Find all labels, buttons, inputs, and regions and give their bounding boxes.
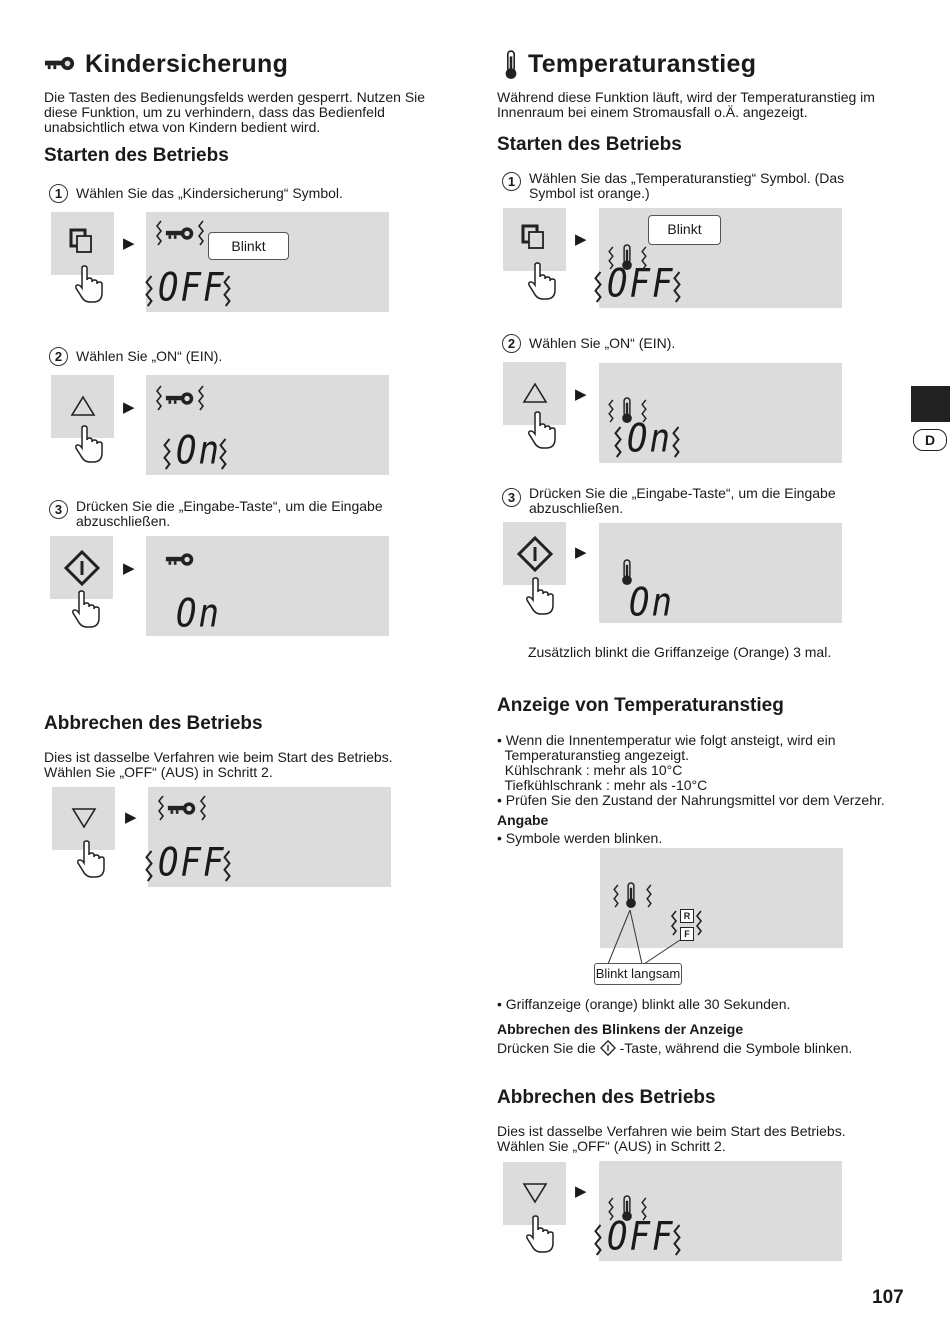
display-panel: [599, 363, 842, 463]
down-triangle-icon: [71, 807, 97, 829]
blink-left-icon: [162, 437, 172, 471]
segment-readout: OFF: [607, 1214, 675, 1260]
stop-blink-before: Drücken Sie die: [497, 1040, 596, 1056]
arrow-icon: ▶: [123, 560, 135, 577]
blink-right-icon: [671, 425, 681, 459]
step-number: 2: [502, 334, 521, 353]
blink-left-icon: [593, 1223, 603, 1257]
arrow-icon: ▶: [575, 544, 587, 561]
step-text: Wählen Sie das „Temperaturanstieg“ Symbol. (Das Symbol ist orange.): [529, 170, 845, 201]
pointing-hand-icon: [524, 1215, 554, 1253]
enter-icon: [64, 550, 100, 586]
enter-icon: [600, 1040, 616, 1056]
blink-right-icon: [197, 385, 205, 411]
display-heading: Anzeige von Temperaturanstieg: [497, 695, 784, 716]
right-cancel-heading: Abbrechen des Betriebs: [497, 1087, 716, 1108]
blink-right-icon: [222, 849, 232, 883]
pointing-hand-icon: [73, 265, 103, 303]
extra-note: Zusätzlich blinkt die Griffanzeige (Orange) 3 mal.: [528, 644, 832, 660]
left-start-heading: Starten des Betriebs: [44, 145, 229, 166]
step-number: 3: [502, 488, 521, 507]
arrow-icon: ▶: [575, 231, 587, 248]
display-panel: [148, 787, 391, 887]
key-icon: [165, 552, 195, 567]
right-start-heading: Starten des Betriebs: [497, 134, 682, 155]
right-cancel-text: Dies ist dasselbe Verfahren wie beim Start des Betriebs. Wählen Sie „OFF“ (AUS) in Schritt 2.: [497, 1123, 846, 1154]
blink-callout: Blinkt: [648, 215, 721, 245]
thermometer-icon: [504, 50, 518, 80]
step-number: 3: [49, 500, 68, 519]
pointing-hand-icon: [526, 262, 556, 300]
copy-icon: [521, 224, 547, 250]
blink-right-icon: [218, 437, 228, 471]
blink-left-icon: [155, 220, 163, 246]
blink-left-icon: [155, 385, 163, 411]
arrow-icon: ▶: [123, 235, 135, 252]
fridge-indicator: R: [680, 909, 694, 923]
display-panel: [146, 536, 389, 636]
arrow-icon: ▶: [575, 1183, 587, 1200]
left-cancel-text: Dies ist dasselbe Verfahren wie beim Start des Betriebs. Wählen Sie „OFF“ (AUS) in Schritt 2.: [44, 749, 393, 780]
arrow-icon: ▶: [125, 809, 137, 826]
right-title: Temperaturanstieg: [528, 50, 757, 78]
enter-icon: [517, 536, 553, 572]
page-number: 107: [872, 1287, 904, 1308]
key-icon: [167, 801, 197, 816]
stop-blink-text: [497, 1040, 852, 1056]
blink-right-icon: [197, 220, 205, 246]
display-panel: [599, 523, 842, 626]
angabe-label: Angabe: [497, 812, 549, 828]
blink-left-icon: [144, 849, 154, 883]
display-panel: [146, 212, 389, 312]
up-triangle-icon: [70, 395, 96, 417]
step-text: Drücken Sie die „Eingabe-Taste“, um die Eingabe abzuschließen.: [76, 498, 383, 529]
key-icon: [165, 391, 195, 406]
step-text: Drücken Sie die „Eingabe-Taste“, um die Eingabe abzuschließen.: [529, 485, 836, 516]
key-icon: [44, 55, 76, 72]
segment-readout: OFF: [607, 261, 675, 307]
bullet-line: Tiefkühlschrank : mehr als -10°C: [497, 777, 708, 793]
blink-left-icon: [593, 270, 603, 304]
step-number: 1: [49, 184, 68, 203]
pointing-hand-icon: [73, 425, 103, 463]
language-badge: D: [913, 429, 947, 451]
pointing-hand-icon: [75, 840, 105, 878]
segment-readout: On: [176, 591, 221, 637]
griff-text: • Griffanzeige (orange) blinkt alle 30 Sekunden.: [497, 996, 791, 1012]
blink-left-icon: [144, 274, 154, 308]
stop-blink-after: -Taste, während die Symbole blinken.: [619, 1040, 853, 1056]
segment-readout: OFF: [158, 840, 226, 886]
left-cancel-heading: Abbrechen des Betriebs: [44, 713, 263, 734]
callout-lines: [600, 900, 700, 970]
left-intro: Die Tasten des Bedienungsfelds werden gesperrt. Nutzen Sie diese Funktion, um zu verhindern, dass das Bedienfeld unabsichtlich etwa von Kindern bedient wird.: [44, 89, 426, 135]
copy-icon: [69, 228, 95, 254]
segment-readout: On: [176, 428, 221, 474]
bullet-list: [497, 733, 917, 808]
arrow-icon: ▶: [123, 399, 135, 416]
step-text: Wählen Sie „ON“ (EIN).: [529, 335, 676, 351]
pointing-hand-icon: [70, 590, 100, 628]
blink-left-icon: [613, 425, 623, 459]
step-text: Wählen Sie das „Kindersicherung“ Symbol.: [76, 185, 343, 201]
step-number: 1: [502, 172, 521, 191]
blink-left-icon: [157, 795, 165, 821]
enter-button[interactable]: [503, 522, 566, 585]
bullet-line: • Wenn die Innentemperatur wie folgt ansteigt, wird ein: [497, 732, 836, 748]
pointing-hand-icon: [526, 411, 556, 449]
blink-left-icon: [607, 399, 615, 423]
bullet-line: Temperaturanstieg angezeigt.: [497, 747, 689, 763]
step-number: 2: [49, 347, 68, 366]
blink-callout: Blinkt: [208, 232, 289, 260]
step-text: Wählen Sie „ON“ (EIN).: [76, 348, 223, 364]
segment-readout: On: [629, 580, 674, 626]
segment-readout: On: [627, 416, 672, 462]
right-intro: Während diese Funktion läuft, wird der Temperaturanstieg im Innenraum bei einem Stromausfall o.Ä. angezeigt.: [497, 89, 875, 120]
pointing-hand-icon: [524, 577, 554, 615]
blink-right-icon: [672, 1223, 682, 1257]
section-tab: [911, 386, 950, 422]
left-title: Kindersicherung: [85, 50, 289, 78]
blink-slow-label: Blinkt langsam: [594, 963, 682, 985]
down-triangle-icon: [522, 1182, 548, 1204]
segment-readout: OFF: [158, 265, 226, 311]
display-panel: [599, 1161, 842, 1261]
key-icon: [165, 226, 195, 241]
arrow-icon: ▶: [575, 386, 587, 403]
display-panel: [146, 375, 389, 475]
angabe-text: • Symbole werden blinken.: [497, 830, 663, 846]
blink-right-icon: [199, 795, 207, 821]
bullet-line: • Prüfen Sie den Zustand der Nahrungsmittel vor dem Verzehr.: [497, 792, 885, 808]
stop-blink-heading: Abbrechen des Blinkens der Anzeige: [497, 1021, 744, 1037]
up-triangle-icon: [522, 382, 548, 404]
freezer-indicator: F: [680, 927, 694, 941]
blink-right-icon: [672, 270, 682, 304]
blink-right-icon: [222, 274, 232, 308]
bullet-line: Kühlschrank : mehr als 10°C: [497, 762, 683, 778]
